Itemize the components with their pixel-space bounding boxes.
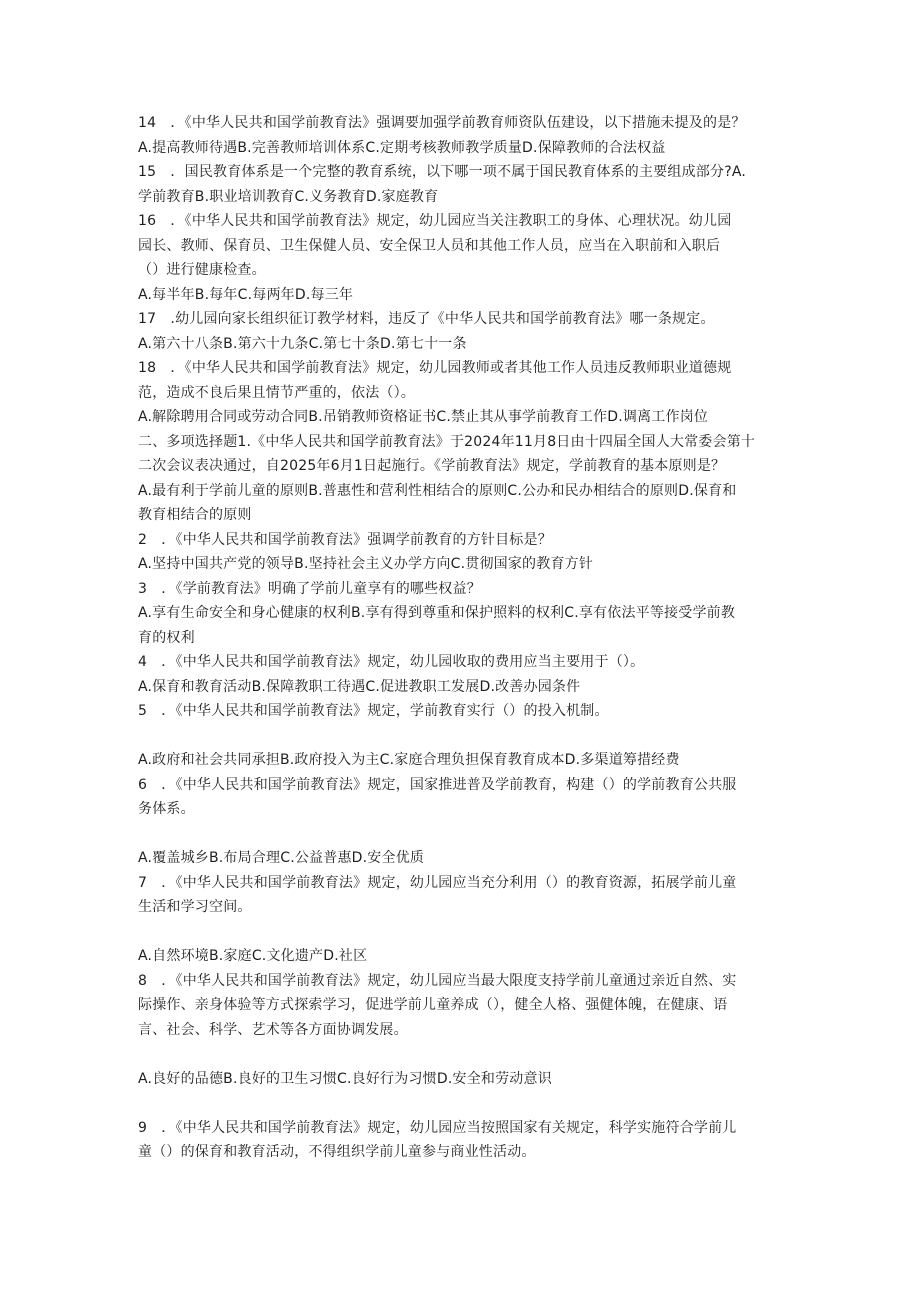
- text-line-31: A.覆盖城乡B.布局合理C.公益普惠D.安全优质: [138, 850, 425, 866]
- text-line-17: 教育相结合的原则: [138, 507, 252, 523]
- blank-line: [138, 920, 790, 945]
- text-line-24: A.保育和教育活动B.保障教职工待遇C.促进教职工发展D.改善办园条件: [138, 678, 581, 695]
- text-line-28: 6 ．《中华人民共和国学前教育法》规定，国家推进普及学前教育，构建（）的学前教育公共服: [138, 776, 737, 793]
- text-line-25: 5 ．《中华人民共和国学前教育法》规定，学前教育实行（）的投入机制。: [138, 703, 609, 719]
- text-line-18: 2 ．《中华人民共和国学前教育法》强调学前教育的方针目标是？: [138, 531, 552, 548]
- blank-line: [138, 724, 790, 749]
- text-line-20: 3 ．《学前教育法》明确了学前儿童享有的哪些权益？: [138, 580, 481, 597]
- text-line-3: 15 ．国民教育体系是一个完整的教育系统，以下哪一项不属于国民教育体系的主要组成部分?A.: [138, 164, 747, 180]
- text-line-33: 生活和学习空间。: [138, 899, 252, 915]
- text-line-8: A.每半年B.每年C.每两年D.每三年: [138, 286, 354, 303]
- text-line-43: 童（）的保育和教育活动，不得组织学前儿童参与商业性活动。: [138, 1144, 536, 1160]
- text-line-6: 园长、教师、保育员、卫生保健人员、安全保卫人员和其他工作人员，应当在入职前和入职后: [138, 237, 721, 254]
- text-line-2: A.提高教师待遇B.完善教师培训体系C.定期考核教师教学质量D.保障教师的合法权益: [138, 139, 666, 156]
- text-line-36: 8 ．《中华人民共和国学前教育法》规定，幼儿园应当最大限度支持学前儿童通过亲近自然、实: [138, 972, 737, 989]
- text-line-7: （）进行健康检查。: [138, 262, 266, 278]
- text-line-11: 18 ．《中华人民共和国学前教育法》规定，幼儿园教师或者其他工作人员违反教师职业道德规: [138, 360, 732, 376]
- text-line-27: A.政府和社会共同承担B.政府投入为主C.家庭合理负担保育教育成本D.多渠道筹措经费: [138, 752, 680, 768]
- text-line-10: A.第六十八条B.第六十九条C.第七十条D.第七十一条: [138, 335, 467, 352]
- document-body: [138, 111, 790, 1165]
- blank-line: [138, 1091, 790, 1116]
- text-line-37: 际操作、亲身体验等方式探索学习，促进学前儿童养成（），健全人格、强健体魄，在健康、语: [138, 997, 728, 1013]
- blank-line: [138, 822, 790, 847]
- text-line-4: 学前教育B.职业培训教育C.义务教育D.家庭教育: [138, 188, 439, 205]
- blank-line: [138, 1042, 790, 1067]
- text-line-14: 二、多项选择题1.《中华人民共和国学前教育法》于2024年11月8日由十四届全国人大常委会第十: [138, 433, 756, 450]
- text-line-13: A.解除聘用合同或劳动合同B.吊销教师资格证书C.禁止其从事学前教育工作D.调离工作岗位: [138, 409, 709, 425]
- text-line-40: A.良好的品德B.良好的卫生习惯C.良好行为习惯D.安全和劳动意识: [138, 1070, 552, 1087]
- text-line-5: 16 ．《中华人民共和国学前教育法》规定，幼儿园应当关注教职工的身体、心理状况。幼儿园: [138, 213, 732, 229]
- text-line-12: 范，造成不良后果且情节严重的，依法（）。: [138, 384, 415, 401]
- text-line-21: A.享有生命安全和身心健康的权利B.享有得到尊重和保护照料的权利C.享有依法平等接受学前教: [138, 605, 736, 621]
- text-line-1: 14 ．《中华人民共和国学前教育法》强调要加强学前教育师资队伍建设，以下措施未提及的是？: [138, 115, 746, 131]
- text-line-9: 17 .幼儿园向家长组织征订教学材料，违反了《中华人民共和国学前教育法》哪一条规定。: [138, 311, 715, 327]
- text-line-16: A.最有利于学前儿童的原则B.普惠性和营利性相结合的原则C.公办和民办相结合的原则D.保育和: [138, 482, 737, 499]
- text-line-15: 二次会议表决通过，自2025年6月1日起施行。《学前教育法》规定，学前教育的基本原则是？: [138, 458, 726, 474]
- text-line-35: A.自然环境B.家庭C.文化遗产D.社区: [138, 948, 368, 964]
- text-line-42: 9 ．《中华人民共和国学前教育法》规定，幼儿园应当按照国家有关规定，科学实施符合学前儿: [138, 1119, 737, 1136]
- text-line-23: 4 ．《中华人民共和国学前教育法》规定，幼儿园收取的费用应当主要用于（）。: [138, 654, 645, 670]
- text-line-22: 育的权利: [138, 629, 195, 646]
- text-line-32: 7 ．《中华人民共和国学前教育法》规定，幼儿园应当充分利用（）的教育资源，拓展学前儿童: [138, 874, 737, 891]
- text-line-29: 务体系。: [138, 801, 195, 817]
- text-line-19: A.坚持中国共产党的领导B.坚持社会主义办学方向C.贯彻国家的教育方针: [138, 556, 594, 572]
- text-line-38: 言、社会、科学、艺术等各方面协调发展。: [138, 1021, 408, 1038]
